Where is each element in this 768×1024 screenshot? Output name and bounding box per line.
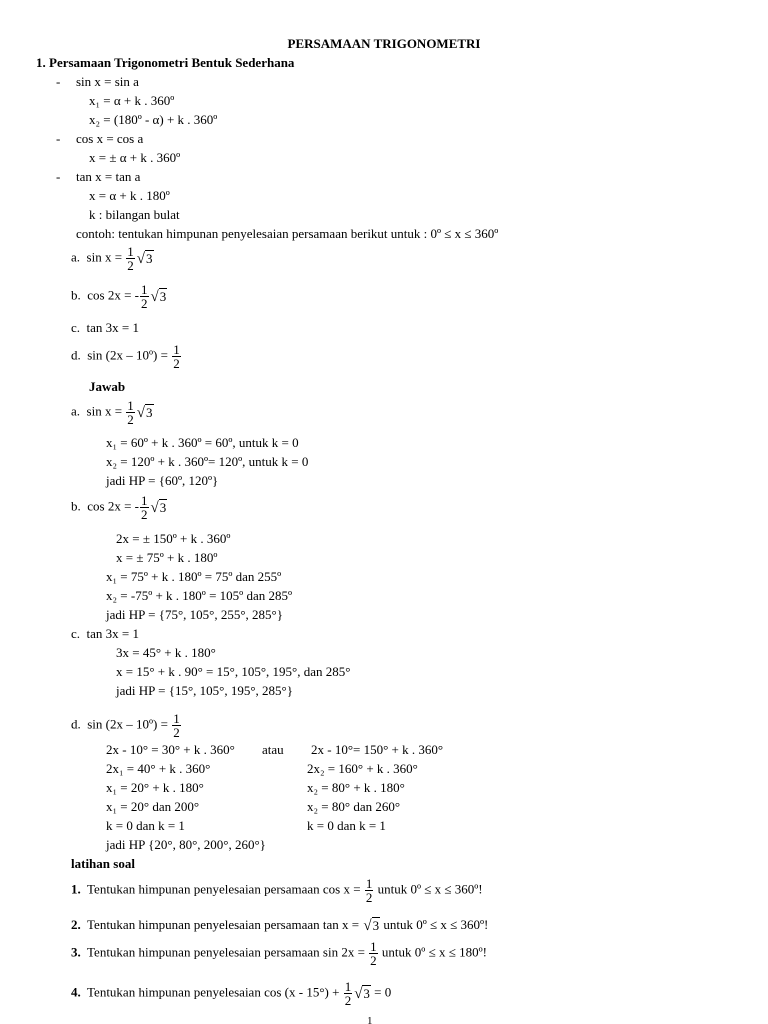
cos-equation: cos x = cos a bbox=[76, 131, 144, 146]
answer-line-right: 2x₂ = 160° + k . 360° bbox=[307, 761, 418, 776]
answer-line-left: x₁ = 20° dan 200° bbox=[106, 799, 200, 814]
answer-line: x = ± 75º + k . 180º bbox=[116, 550, 218, 565]
item-label: 3. bbox=[71, 944, 81, 960]
expr-text: sin (2x – 10º) = bbox=[87, 347, 172, 363]
item-label: a. bbox=[71, 249, 81, 265]
sqrt: √3 bbox=[363, 918, 380, 935]
sqrt: √3 bbox=[150, 288, 167, 305]
expr-text: = 0 bbox=[370, 984, 392, 1000]
answer-line-left: k = 0 dan k = 1 bbox=[106, 818, 185, 833]
answer-line-right: k = 0 dan k = 1 bbox=[307, 818, 386, 833]
item-label: b. bbox=[71, 287, 81, 303]
item-label: 4. bbox=[71, 984, 81, 1000]
answer-line: jadi HP = {15°, 105°, 195°, 285°} bbox=[116, 683, 293, 698]
fraction: $\frac{1}{2}$ bbox=[141, 282, 148, 311]
expr-text: sin (2x – 10º) = bbox=[87, 716, 172, 732]
expr-text: Tentukan himpunan penyelesaian persamaan sin 2x = bbox=[87, 944, 369, 960]
page-title: PERSAMAAN TRIGONOMETRI bbox=[287, 36, 481, 51]
fraction: $\frac{1}{2}$ bbox=[365, 876, 373, 905]
expr-text: untuk 0º ≤ x ≤ 180º! bbox=[378, 944, 487, 960]
question-c bbox=[71, 320, 139, 336]
answer-b bbox=[71, 494, 167, 521]
item-label: 2. bbox=[71, 917, 81, 932]
answer-d bbox=[71, 712, 182, 739]
answer-heading: Jawab bbox=[89, 379, 126, 394]
item-label: d. bbox=[71, 716, 81, 732]
fraction: $\frac{1}{2}$ bbox=[344, 979, 352, 1008]
sqrt: √3 bbox=[136, 250, 153, 267]
item-label: b. bbox=[71, 498, 81, 514]
answer-line: x₂ = -75º + k . 180º = 105º dan 285º bbox=[106, 588, 292, 603]
question-b bbox=[71, 283, 167, 310]
item-label: 1. bbox=[71, 881, 81, 897]
fraction: $\frac{1}{2}$ bbox=[127, 244, 134, 273]
fraction: $\frac{1}{2}$ bbox=[173, 711, 180, 740]
expr-text: untuk 0º ≤ x ≤ 360º! bbox=[380, 917, 489, 932]
sqrt: √3 bbox=[150, 499, 167, 516]
item-label: d. bbox=[71, 347, 81, 363]
sqrt: √3 bbox=[354, 985, 370, 1002]
expr-text: sin x = bbox=[86, 249, 126, 265]
fraction: $\frac{1}{2}$ bbox=[370, 939, 377, 968]
bullet: - bbox=[56, 169, 61, 184]
answer-line: x₁ = 75º + k . 180º = 75º dan 255º bbox=[106, 569, 282, 584]
item-label: c. bbox=[71, 320, 81, 335]
answer-line-left: 2x₁ = 40° + k . 360° bbox=[106, 761, 211, 776]
fraction: $\frac{1}{2}$ bbox=[127, 398, 134, 427]
or-word: atau bbox=[262, 742, 284, 757]
answer-line: x₂ = 120º + k . 360º= 120º, untuk k = 0 bbox=[106, 454, 309, 469]
example-intro: contoh: tentukan himpunan penyelesaian persamaan berikut untuk : 0º ≤ x ≤ 360º bbox=[76, 226, 499, 241]
expr-text: tan 3x = 1 bbox=[86, 626, 139, 641]
fraction: $\frac{1}{2}$ bbox=[173, 342, 180, 371]
exercise-2 bbox=[71, 917, 488, 934]
section-heading: 1. Persamaan Trigonometri Bentuk Sederhana bbox=[36, 55, 295, 70]
answer-line: jadi HP = {60º, 120º} bbox=[106, 473, 219, 488]
answer-line-left: 2x - 10° = 30° + k . 360° bbox=[106, 742, 235, 757]
bullet: - bbox=[56, 131, 61, 146]
expr-text: tan 3x = 1 bbox=[86, 320, 139, 335]
answer-line: 3x = 45° + k . 180° bbox=[116, 645, 216, 660]
answer-line-right: x₂ = 80° dan 260° bbox=[307, 799, 401, 814]
sin-solution-x1: x₁ = α + k . 360º bbox=[89, 93, 175, 108]
answer-c bbox=[71, 626, 139, 642]
tan-solution: x = α + k . 180º bbox=[89, 188, 170, 203]
fraction: $\frac{1}{2}$ bbox=[141, 493, 148, 522]
answer-line-right: 2x - 10°= 150° + k . 360° bbox=[311, 742, 444, 757]
answer-line: x = 15° + k . 90° = 15°, 105°, 195°, dan 285° bbox=[116, 664, 351, 679]
sin-equation: sin x = sin a bbox=[76, 74, 139, 89]
bullet: - bbox=[56, 74, 61, 89]
answer-line: jadi HP = {75°, 105°, 255°, 285°} bbox=[106, 607, 283, 622]
question-a bbox=[71, 245, 154, 272]
answer-line-right: x₂ = 80° + k . 180° bbox=[307, 780, 405, 795]
exercise-3 bbox=[71, 940, 487, 967]
expr-text: Tentukan himpunan penyelesaian persamaan tan x = bbox=[87, 917, 363, 932]
expr-text: cos 2x = - bbox=[87, 498, 139, 514]
question-d bbox=[71, 343, 182, 370]
expr-text: untuk 0º ≤ x ≤ 360º! bbox=[374, 881, 483, 897]
integer-note: k : bilangan bulat bbox=[89, 207, 180, 222]
exercise-heading: latihan soal bbox=[71, 856, 135, 871]
cut-off-fraction: 1 bbox=[367, 1016, 373, 1024]
expr-text: sin x = bbox=[86, 403, 126, 419]
item-label: c. bbox=[71, 626, 81, 641]
expr-text: Tentukan himpunan penyelesaian cos (x - 15°) + bbox=[87, 984, 343, 1000]
answer-line-left: x₁ = 20° + k . 180° bbox=[106, 780, 204, 795]
sqrt: √3 bbox=[136, 404, 153, 421]
answer-line: x₁ = 60º + k . 360º = 60º, untuk k = 0 bbox=[106, 435, 299, 450]
answer-line: 2x = ± 150º + k . 360º bbox=[116, 531, 231, 546]
answer-a bbox=[71, 399, 154, 426]
cos-solution: x = ± α + k . 360º bbox=[89, 150, 181, 165]
sin-solution-x2: x₂ = (180º - α) + k . 360º bbox=[89, 112, 218, 127]
tan-equation: tan x = tan a bbox=[76, 169, 141, 184]
exercise-1 bbox=[71, 877, 483, 904]
expr-text: cos 2x = - bbox=[87, 287, 139, 303]
answer-line: jadi HP {20°, 80°, 200°, 260°} bbox=[106, 837, 266, 852]
expr-text: Tentukan himpunan penyelesaian persamaan cos x = bbox=[87, 881, 364, 897]
exercise-4 bbox=[71, 980, 391, 1007]
item-label: a. bbox=[71, 403, 81, 419]
